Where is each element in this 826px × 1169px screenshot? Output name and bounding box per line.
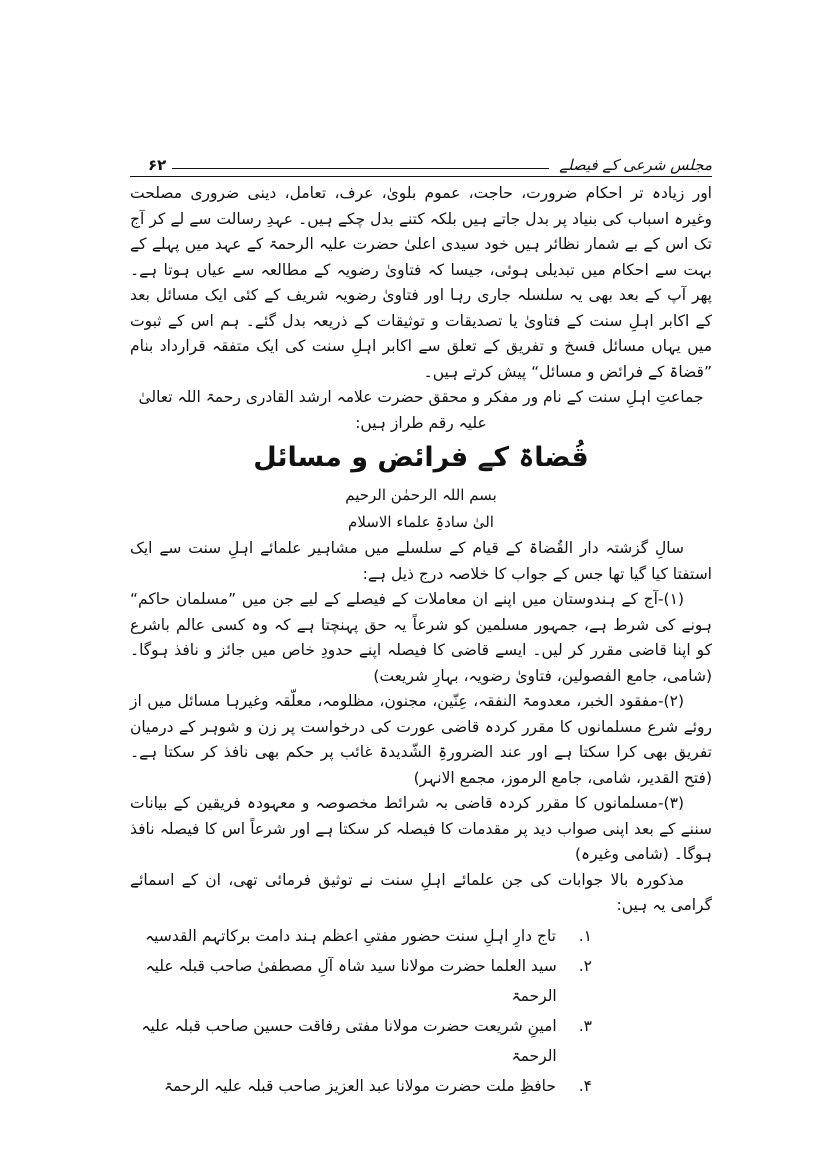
endorsers-intro: مذکورہ بالا جوابات کی جن علمائے اہلِ سنت نے توثیق فرمائی تھی، ان کے اسمائے گرامی یہ ہیں: <box>130 870 712 914</box>
section-heading: قُضاۃ کے فرائض و مسائل <box>253 442 589 473</box>
endorser-name: تاج دارِ اہلِ سنت حضور مفتیِ اعظم ہند دامت برکاتہم القدسیہ <box>145 926 556 945</box>
page-number: ۶۲ <box>148 156 167 174</box>
endorser-number: ۲. <box>578 956 592 975</box>
ruling-3: (۳)-مسلمانوں کا مقرر کردہ قاضی بہ شرائط مخصوصہ و معہودہ فریقین کے بیانات سننے کے بعد اپنی صواب دید پر مقدمات کا فیصلہ کر سکتا ہے اور شرعاً اس کا فیصلہ نافذ ہوگا۔ (شامی وغیرہ) <box>130 794 712 863</box>
endorser-item <box>130 921 712 951</box>
endorsers-list <box>130 921 712 1101</box>
running-header <box>130 150 712 177</box>
endorser-item <box>130 951 712 1011</box>
book-title: مجلس شرعی کے فیصلے <box>559 156 712 174</box>
endorser-name: سید العلما حضرت مولانا سید شاہ آلِ مصطفیٰ صاحب قبلہ علیہ الرحمۃ <box>145 956 557 1005</box>
endorser-number: ۱. <box>578 926 592 945</box>
salutation: الیٰ سادۃِ علماء الاسلام <box>348 513 494 531</box>
document-page <box>130 150 712 1101</box>
endorser-item <box>130 1011 712 1071</box>
endorser-name: حافظِ ملت حضرت مولانا عبد العزیز صاحب قبلہ علیہ الرحمۃ <box>163 1076 556 1095</box>
endorser-item <box>130 1071 712 1101</box>
bismillah: بسم اللہ الرحمٰن الرحیم <box>345 486 497 504</box>
summary-intro: سالِ گزشتہ دار القُضاۃ کے قیام کے سلسلے میں مشاہیر علمائے اہلِ سنت سے ایک استفتا کیا گیا تھا جس کے جواب کا خلاصہ درج ذیل ہے: <box>130 539 712 583</box>
endorser-number: ۴. <box>578 1076 592 1095</box>
attribution-line: جماعتِ اہلِ سنت کے نام ور مفکر و محقق حضرت علامہ ارشد القادری رحمۃ اللہ تعالیٰ علیہ رقم طراز ہیں: <box>138 388 704 432</box>
intro-paragraph: اور زیادہ تر احکام ضرورت، حاجت، عموم بلویٰ، عرف، تعامل، دینی ضروری مصلحت وغیرہ اسباب کی بنیاد پر بدل جاتے ہیں بلکہ کتنے بدل چکے ہیں۔ عہدِ رسالت سے لے کر آج تک اس کے بے شمار نظائر ہیں خود سیدی اعلیٰ حضرت علیہ الرحمۃ کے عہد میں پہلے کے بہت سے احکام میں تبدیلی ہوئی، جیسا کہ فتاویٰ رضویہ کے مطالعہ سے عیاں ہوتا ہے۔ پھر آپ کے بعد بھی یہ سلسلہ جاری رہا اور فتاویٰ رضویہ شریف کے کئی ایک مسائل بعد کے اکابر اہلِ سنت کے فتاویٰ یا تصدیقات و توثیقات کے ذریعہ بدل گئے۔ ہم اس کے ثبوت میں یہاں مسائل فسخ و تفریق کے تعلق سے اکابر اہلِ سنت کی ایک متفقہ قرارداد بنام ”قضاۃ کے فرائض و مسائل“ پیش کرتے ہیں۔ <box>130 184 712 381</box>
header-rule <box>172 168 549 169</box>
endorser-number: ۳. <box>578 1016 592 1035</box>
ruling-2: (۲)-مفقود الخبر، معدومۃ النفقہ، عِنّین، مجنون، مظلومہ، معلّقہ وغیرہا مسائل میں از روئے شرع مسلمانوں کا مقرر کردہ قاضی عورت کی درخواست پر زن و شوہر کے درمیان تفریق بھی کرا سکتا ہے اور عند الضرورۃِ الشّدیدۃ غائب پر حکم بھی نافذ کر سکتا ہے۔ (فتح القدیر، شامی، جامع الرموز، مجمع الانہر) <box>130 692 712 787</box>
endorser-name: امینِ شریعت حضرت مولانا مفتی رفاقت حسین صاحب قبلہ علیہ الرحمۃ <box>141 1016 557 1065</box>
ruling-1: (۱)-آج کے ہندوستان میں اپنے ان معاملات کے فیصلے کے لیے جن میں ”مسلمان حاکم“ ہونے کی شرط ہے، جمہور مسلمین کو شرعاً یہ حق پہنچتا ہے کہ وہ کسی عالم باشرع کو اپنا قاضی مقرر کر لیں۔ ایسے قاضی کا فیصلہ اپنے حدودِ خاص میں جائز و نافذ ہوگا۔ (شامی، جامع الفصولین، فتاویٰ رضویہ، بہارِ شریعت) <box>130 590 712 685</box>
